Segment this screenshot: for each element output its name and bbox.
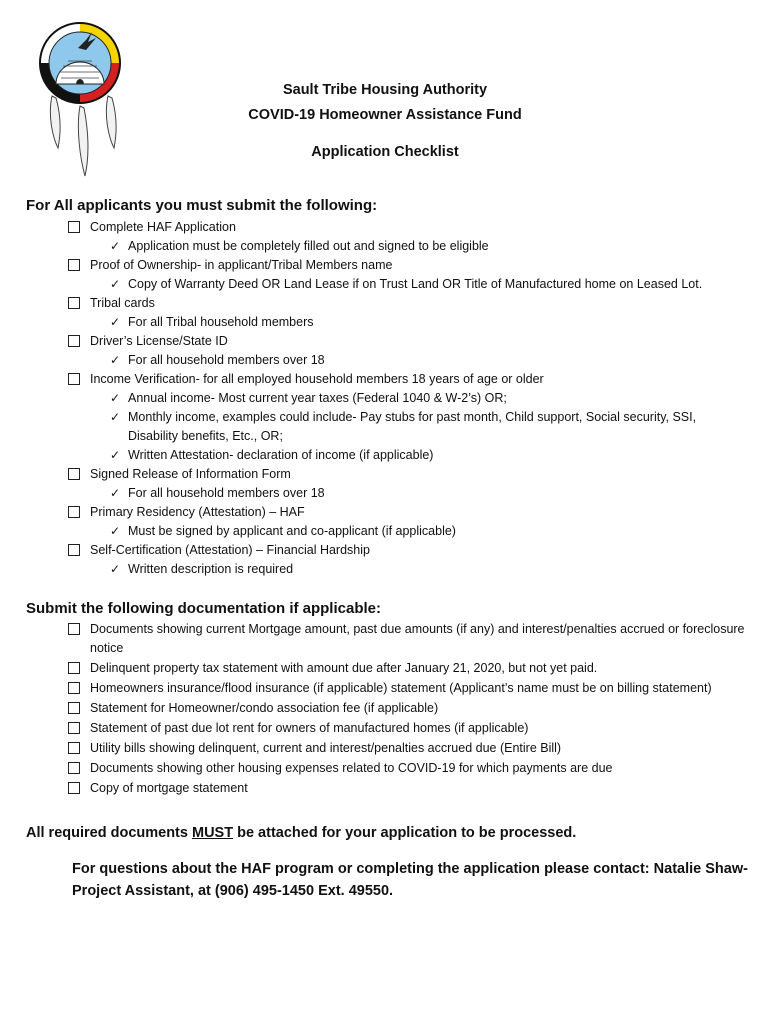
checklist-item: Income Verification- for all employed household members 18 years of age or older — [68, 370, 748, 389]
sub-item: ✓ Written description is required — [68, 560, 748, 579]
checkbox[interactable] — [68, 662, 80, 674]
checkbox[interactable] — [68, 742, 80, 754]
checkbox[interactable] — [68, 702, 80, 714]
checkmark-icon: ✓ — [110, 315, 121, 329]
sub-item: ✓ Annual income- Most current year taxes (Federal 1040 & W-2’s) OR; — [68, 389, 748, 408]
optional-section-heading: Submit the following documentation if applicable: — [26, 600, 381, 617]
checkmark-icon: ✓ — [110, 448, 121, 462]
checklist-item: Statement for Homeowner/condo association fee (if applicable) — [68, 699, 748, 718]
checklist-item: Delinquent property tax statement with amount due after January 21, 2020, but not yet paid. — [68, 659, 748, 678]
checkbox[interactable] — [68, 297, 80, 309]
checklist-item: Primary Residency (Attestation) – HAF — [68, 503, 748, 522]
must-emphasis: MUST — [191, 825, 234, 841]
checklist-item: Driver’s License/State ID — [68, 332, 748, 351]
sub-item: ✓ For all household members over 18 — [68, 351, 748, 370]
checkbox[interactable] — [68, 682, 80, 694]
optional-checklist — [68, 620, 748, 799]
checkbox[interactable] — [68, 762, 80, 774]
checklist-item: Signed Release of Information Form — [68, 465, 748, 484]
required-section-heading: For All applicants you must submit the following: — [26, 197, 378, 214]
page-title: Application Checklist — [311, 144, 459, 160]
sault-tribe-logo — [30, 18, 130, 188]
checkbox[interactable] — [68, 623, 80, 635]
checkmark-icon: ✓ — [110, 239, 121, 253]
sub-item: ✓ Application must be completely filled out and signed to be eligible — [68, 237, 748, 256]
checkmark-icon: ✓ — [110, 524, 121, 538]
checkbox[interactable] — [68, 259, 80, 271]
checkmark-icon: ✓ — [110, 562, 121, 576]
checklist-item: Homeowners insurance/flood insurance (if applicable) statement (Applicant’s name must be on billing statement) — [68, 679, 748, 698]
sub-item: ✓ Copy of Warranty Deed OR Land Lease if on Trust Land OR Title of Manufactured home on Leased Lot. — [68, 275, 748, 294]
checkbox[interactable] — [68, 506, 80, 518]
checklist-item: Statement of past due lot rent for owners of manufactured homes (if applicable) — [68, 719, 748, 738]
sub-item: ✓ Monthly income, examples could include- Pay stubs for past month, Child support, Social security, SSI, Disability benefits, Etc., OR; — [110, 410, 697, 443]
required-checklist — [68, 218, 748, 579]
sub-item: ✓ For all Tribal household members — [68, 313, 748, 332]
checkmark-icon: ✓ — [110, 486, 121, 500]
program-title: COVID-19 Homeowner Assistance Fund — [248, 107, 522, 123]
checklist-item: Utility bills showing delinquent, current and interest/penalties accrued due (Entire Bill) — [68, 739, 748, 758]
checkmark-icon: ✓ — [110, 410, 121, 424]
checkbox[interactable] — [68, 782, 80, 794]
checklist-item: Documents showing current Mortgage amount, past due amounts (if any) and interest/penalties accrued or foreclosure notice — [68, 620, 748, 658]
checkbox[interactable] — [68, 335, 80, 347]
checkbox[interactable] — [68, 468, 80, 480]
organization-title: Sault Tribe Housing Authority — [282, 82, 488, 98]
checkbox[interactable] — [68, 722, 80, 734]
checklist-item: Tribal cards — [68, 294, 748, 313]
checklist-item: Documents showing other housing expenses related to COVID-19 for which payments are due — [68, 759, 748, 778]
checkbox[interactable] — [68, 544, 80, 556]
checkbox[interactable] — [68, 373, 80, 385]
checklist-item: Self-Certification (Attestation) – Financial Hardship — [68, 541, 748, 560]
sub-item: ✓ Written Attestation- declaration of income (if applicable) — [68, 446, 748, 465]
sub-item: ✓ Must be signed by applicant and co-applicant (if applicable) — [68, 522, 748, 541]
checkmark-icon: ✓ — [110, 353, 121, 367]
required-documents-notice: All required documents MUST be attached for your application to be processed. — [26, 825, 577, 841]
checklist-item: Proof of Ownership- in applicant/Tribal Members name — [68, 256, 748, 275]
checklist-item: Complete HAF Application — [68, 218, 748, 237]
sub-item: ✓ For all household members over 18 — [68, 484, 748, 503]
contact-information: For questions about the HAF program or completing the application please contact: Natalie Shaw- Project Assistant, at (906) 495-1450 Ext. 49550. — [72, 861, 748, 899]
checkmark-icon: ✓ — [110, 277, 121, 291]
checkmark-icon: ✓ — [110, 391, 121, 405]
checkbox[interactable] — [68, 221, 80, 233]
checklist-item: Copy of mortgage statement — [68, 779, 748, 798]
